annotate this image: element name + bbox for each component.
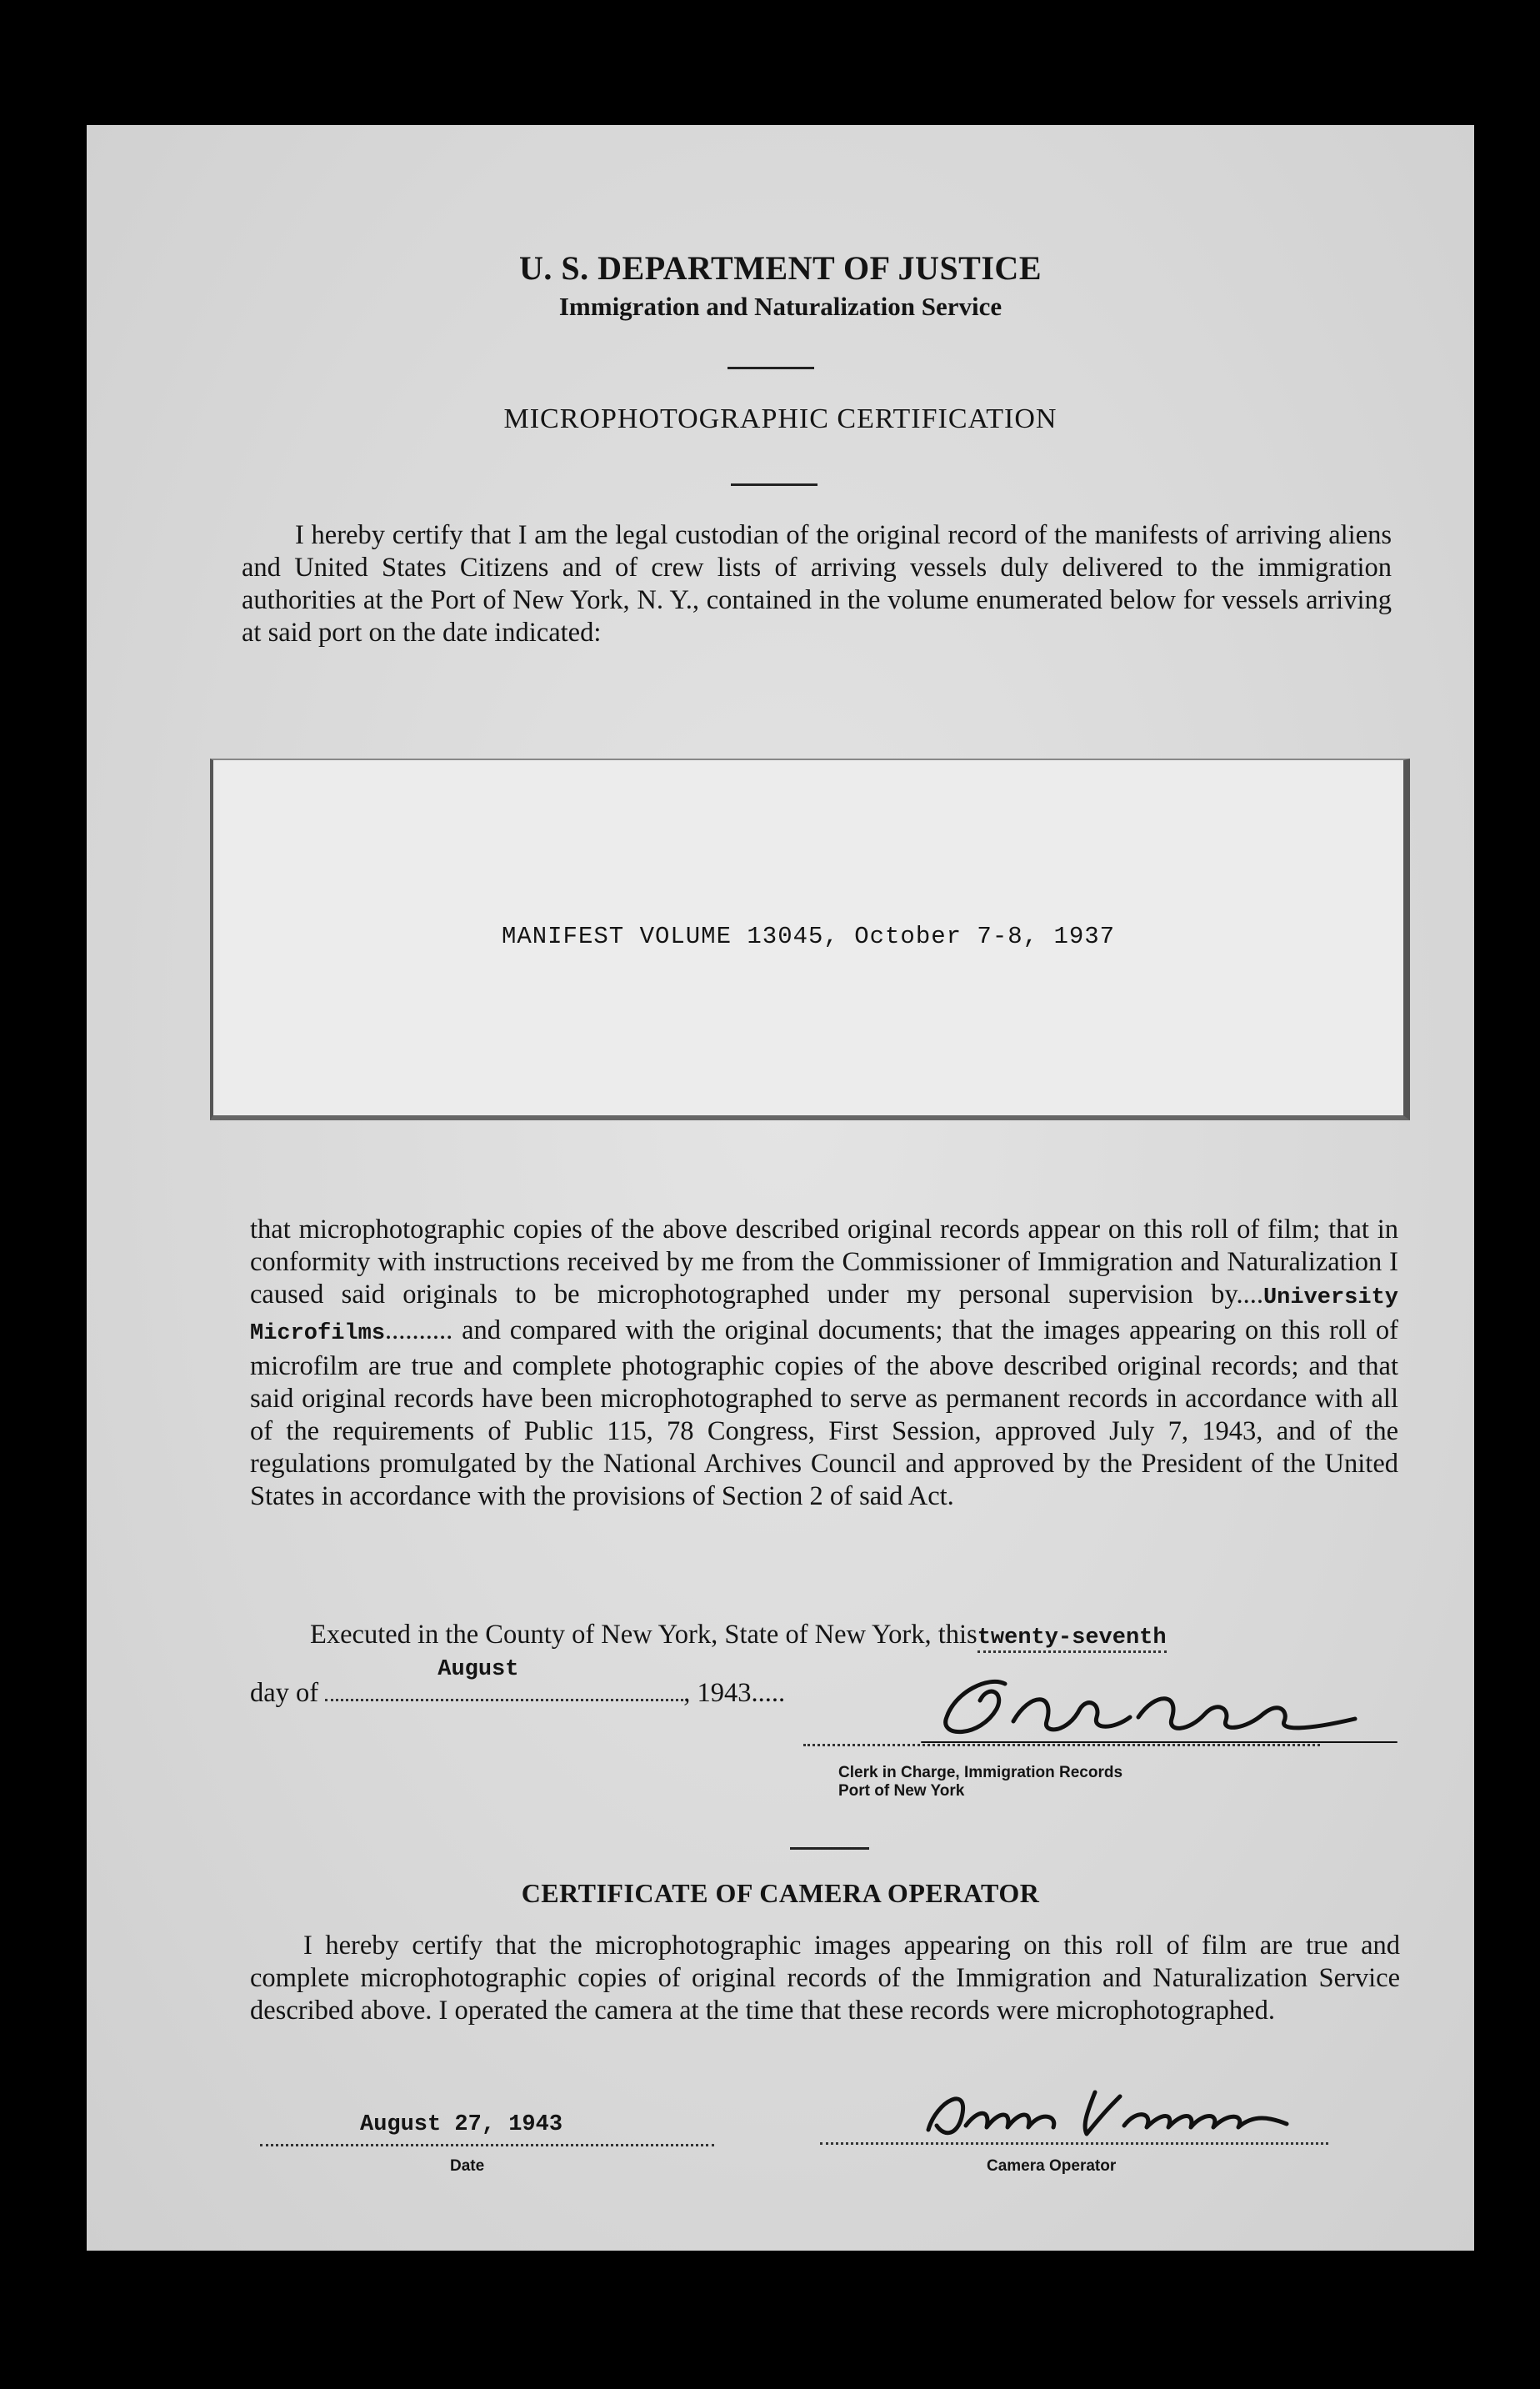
clerk-signature — [888, 1659, 1422, 1750]
operator-date-line — [260, 2111, 714, 2146]
execution-day-value: twenty-seventh — [978, 1625, 1167, 1653]
volume-label: MANIFEST VOLUME 13045, October 7-8, 1937 — [501, 923, 1116, 950]
service-subheading: Immigration and Naturalization Service — [558, 292, 1002, 321]
divider — [790, 1847, 869, 1850]
certificate-page — [87, 125, 1474, 2251]
filmed-by-value: University Microfilms — [250, 1285, 1398, 1346]
operator-signature-label: Camera Operator — [987, 2157, 1117, 2175]
execution-line — [310, 1620, 1167, 1650]
volume-label-panel — [210, 759, 1410, 1120]
certification-body — [250, 1214, 1398, 1513]
page-title: MICROPHOTOGRAPHIC CERTIFICATION — [503, 403, 1058, 434]
day-of-line — [250, 1657, 786, 1709]
department-heading: U. S. DEPARTMENT OF JUSTICE — [519, 249, 1042, 287]
operator-signature-line — [820, 2141, 1328, 2145]
camera-operator-paragraph: I hereby certify that the microphotographic images appearing on this roll of film are true and complete microphotographic copies of original records of the Immigration and Naturalization Service described above. I operated the camera at the time that these records were microphotographed. — [250, 1931, 1400, 2026]
divider — [731, 483, 818, 486]
operator-date-label: Date — [450, 2157, 485, 2175]
clerk-title: Clerk in Charge, Immigration Records Port of New York — [838, 1764, 1123, 1800]
execution-year: , 1943..... — [683, 1678, 786, 1708]
divider — [728, 367, 814, 369]
body-part-2: .......... and compared with the original documents; that the images appearing on this roll of microfilm are true and complete photographic copies of the above described original records; and that said original records have been microphotographed to serve as permanent records in accordance with all of the requirements of Public 115, 78 Congress, First Session, approved July 7, 1943, and of the regulations promulgated by the National Archives Council and approved by the President of the United States in accordance with the provisions of Section 2 of said Act. — [250, 1315, 1398, 1511]
execution-month-value: August — [438, 1657, 519, 1682]
intro-paragraph: I hereby certify that I am the legal custodian of the original record of the manifests of arriving aliens and United States Citizens and of crew lists of arriving vessels duly delivered to the immigration authorities at the Port of New York, N. Y., contained in the volume enumerated below for vessels arriving at said port on the date indicated: — [242, 520, 1392, 648]
operator-date-value: August 27, 1943 — [360, 2112, 563, 2137]
day-of-label: day of — [250, 1678, 319, 1708]
clerk-signature-line — [803, 1742, 1320, 1746]
camera-operator-heading: CERTIFICATE OF CAMERA OPERATOR — [521, 1878, 1040, 1908]
body-part-1: that microphotographic copies of the above described original records appear on this roll of film; that in conformity with instructions received by me from the Commissioner of Immigration and Naturalization I caused said originals to be microphotographed under my personal supervision by.... — [250, 1215, 1398, 1310]
camera-operator-signature — [853, 2076, 1353, 2151]
execution-text: Executed in the County of New York, State of New York, this — [310, 1620, 978, 1650]
